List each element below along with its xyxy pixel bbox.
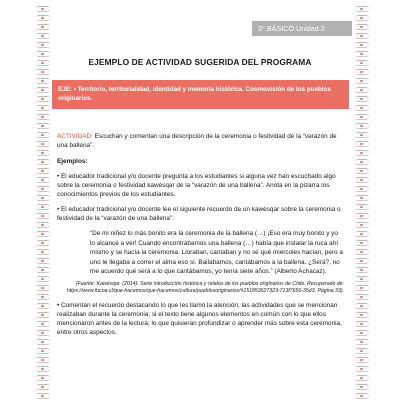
spiral-coil [36, 141, 50, 147]
spiral-coil [355, 222, 369, 228]
spiral-coil [355, 213, 369, 219]
spiral-coil [355, 321, 369, 327]
spiral-coil [36, 339, 50, 345]
spiral-coil [355, 294, 369, 300]
activity-text: Escuchan y comentan una descripción de la ceremonia o festividad de la “varazón de una ballena”. [57, 133, 337, 149]
spiral-coil [355, 231, 369, 237]
spiral-coil [36, 294, 50, 300]
spiral-coil [36, 123, 50, 129]
notebook-spiral-left [36, 0, 50, 400]
spiral-coil [355, 114, 369, 120]
spiral-coil [355, 384, 369, 390]
spiral-coil [355, 15, 369, 21]
bullet-item-2: • El educador tradicional y/o docente lee el siguiente recuerdo de un kawésqar sobre la ceremonia o festividad de la “varazón de una ballena”: [57, 206, 341, 222]
bullet-item-3: • Comentan el recuerdo destacando lo que les llamó la atención; las actividades que se mencionan realizaban durante la ceremonia; si el texto tiene algunos elementos en común con lo que ellos mencionaron antes de la lectura; lo que quisieran profundizar o aprender más sobre esta ceremonia, entre otros aspectos. [57, 301, 342, 336]
spiral-coil [36, 132, 50, 138]
spiral-coil [355, 348, 369, 354]
activity-paragraph [57, 132, 344, 150]
spiral-coil [36, 42, 50, 48]
spiral-coil [355, 249, 369, 255]
spiral-coil [36, 375, 50, 381]
spiral-coil [36, 150, 50, 156]
spiral-coil [36, 204, 50, 210]
spiral-coil [355, 141, 369, 147]
spiral-coil [355, 195, 369, 201]
spiral-coil [355, 69, 369, 75]
spiral-coil [355, 168, 369, 174]
spiral-coil [355, 186, 369, 192]
spiral-coil [36, 6, 50, 12]
spiral-coil [36, 240, 50, 246]
spiral-coil [355, 339, 369, 345]
spiral-coil [355, 6, 369, 12]
spiral-coil [36, 105, 50, 111]
spiral-coil [36, 312, 50, 318]
spiral-coil [36, 222, 50, 228]
spiral-coil [36, 384, 50, 390]
notebook-spiral-right [355, 0, 369, 400]
bullet-item-1: • El educador tradicional y/o docente pregunta a los estudiantes si alguna vez han escuchado algo sobre la ceremonia o festividad kawésqar de la “varazón de una ballena”. Anota en la pizarra los conocimientos previos de los estudiantes. [57, 173, 336, 198]
spiral-coil [355, 258, 369, 264]
spiral-coil [355, 330, 369, 336]
spiral-coil [355, 78, 369, 84]
spiral-coil [36, 51, 50, 57]
spiral-coil [36, 69, 50, 75]
spiral-coil [36, 366, 50, 372]
grade-unit-badge: 3° BÁSICO Unidad 2 [252, 21, 352, 36]
spiral-coil [355, 51, 369, 57]
spiral-coil [36, 168, 50, 174]
spiral-coil [355, 24, 369, 30]
spiral-coil [355, 312, 369, 318]
spiral-coil [36, 348, 50, 354]
spiral-coil [36, 78, 50, 84]
spiral-coil [355, 105, 369, 111]
spiral-coil [36, 213, 50, 219]
spiral-coil [36, 186, 50, 192]
spiral-coil [355, 96, 369, 102]
source-citation: (Fuente: Kawésqar. (2014). Serie introducción histórica y relatos de los pueblos originarios de Chile. Recuperado de: https://www.fucoa.cl/que-hacemos/que-hacemos/cultura/pueblosoriginarios/#151853627323-713f7656-35d3. Página 33). [66, 280, 344, 294]
spiral-coil [36, 195, 50, 201]
spiral-coil [355, 267, 369, 273]
spiral-coil [36, 276, 50, 282]
spiral-coil [36, 24, 50, 30]
spiral-coil [36, 357, 50, 363]
spiral-coil [36, 231, 50, 237]
spiral-coil [36, 321, 50, 327]
spiral-coil [355, 276, 369, 282]
spiral-coil [355, 33, 369, 39]
spiral-coil [355, 303, 369, 309]
spiral-coil [355, 150, 369, 156]
spiral-coil [36, 330, 50, 336]
spiral-coil [36, 159, 50, 165]
spiral-coil [36, 114, 50, 120]
spiral-coil [355, 285, 369, 291]
spiral-coil [355, 177, 369, 183]
spiral-coil [355, 357, 369, 363]
spiral-coil [36, 393, 50, 399]
spiral-coil [36, 249, 50, 255]
spiral-coil [36, 87, 50, 93]
quote-block: “De mi niñez lo más bonito era la ceremonia de la ballena (…) ¡Eso era muy bonito y yo lo alcancé a ver! Cuando encontrábamos una ballena (…) había que instalar la ruca ahí mismo y se hacía la ceremonia. Lloraban, cantaban y no sé qué miércoles hacían, pero a uno le llegaba a correr el alma eso sí. Bailábamos, cantábamos a la ballena. ¿Será?, no me acuerdo qué será a lo que cantábamos; yo tenía siete años.” (Alberto Achacaz). [90, 230, 343, 275]
page-title: EJEMPLO DE ACTIVIDAD SUGERIDA DEL PROGRAMA [88, 57, 312, 67]
spiral-coil [36, 258, 50, 264]
spiral-coil [355, 123, 369, 129]
spiral-coil [355, 393, 369, 399]
spiral-coil [36, 60, 50, 66]
spiral-coil [36, 285, 50, 291]
spiral-coil [355, 240, 369, 246]
spiral-coil [36, 33, 50, 39]
spiral-coil [36, 177, 50, 183]
spiral-coil [36, 303, 50, 309]
spiral-coil [355, 204, 369, 210]
spiral-coil [355, 366, 369, 372]
spiral-coil [355, 87, 369, 93]
examples-heading: Ejemplos: [57, 158, 88, 165]
spiral-coil [355, 42, 369, 48]
spiral-coil [36, 96, 50, 102]
eje-banner: EJE: • Territorio, territorialidad, identidad y memoria histórica. Cosmovisión de los pueblos originarios. [52, 80, 349, 109]
spiral-coil [36, 15, 50, 21]
spiral-coil [355, 132, 369, 138]
activity-label: ACTIVIDAD: [57, 133, 93, 140]
spiral-coil [355, 159, 369, 165]
spiral-coil [355, 60, 369, 66]
document-body [57, 132, 344, 337]
spiral-coil [355, 375, 369, 381]
spiral-coil [36, 267, 50, 273]
